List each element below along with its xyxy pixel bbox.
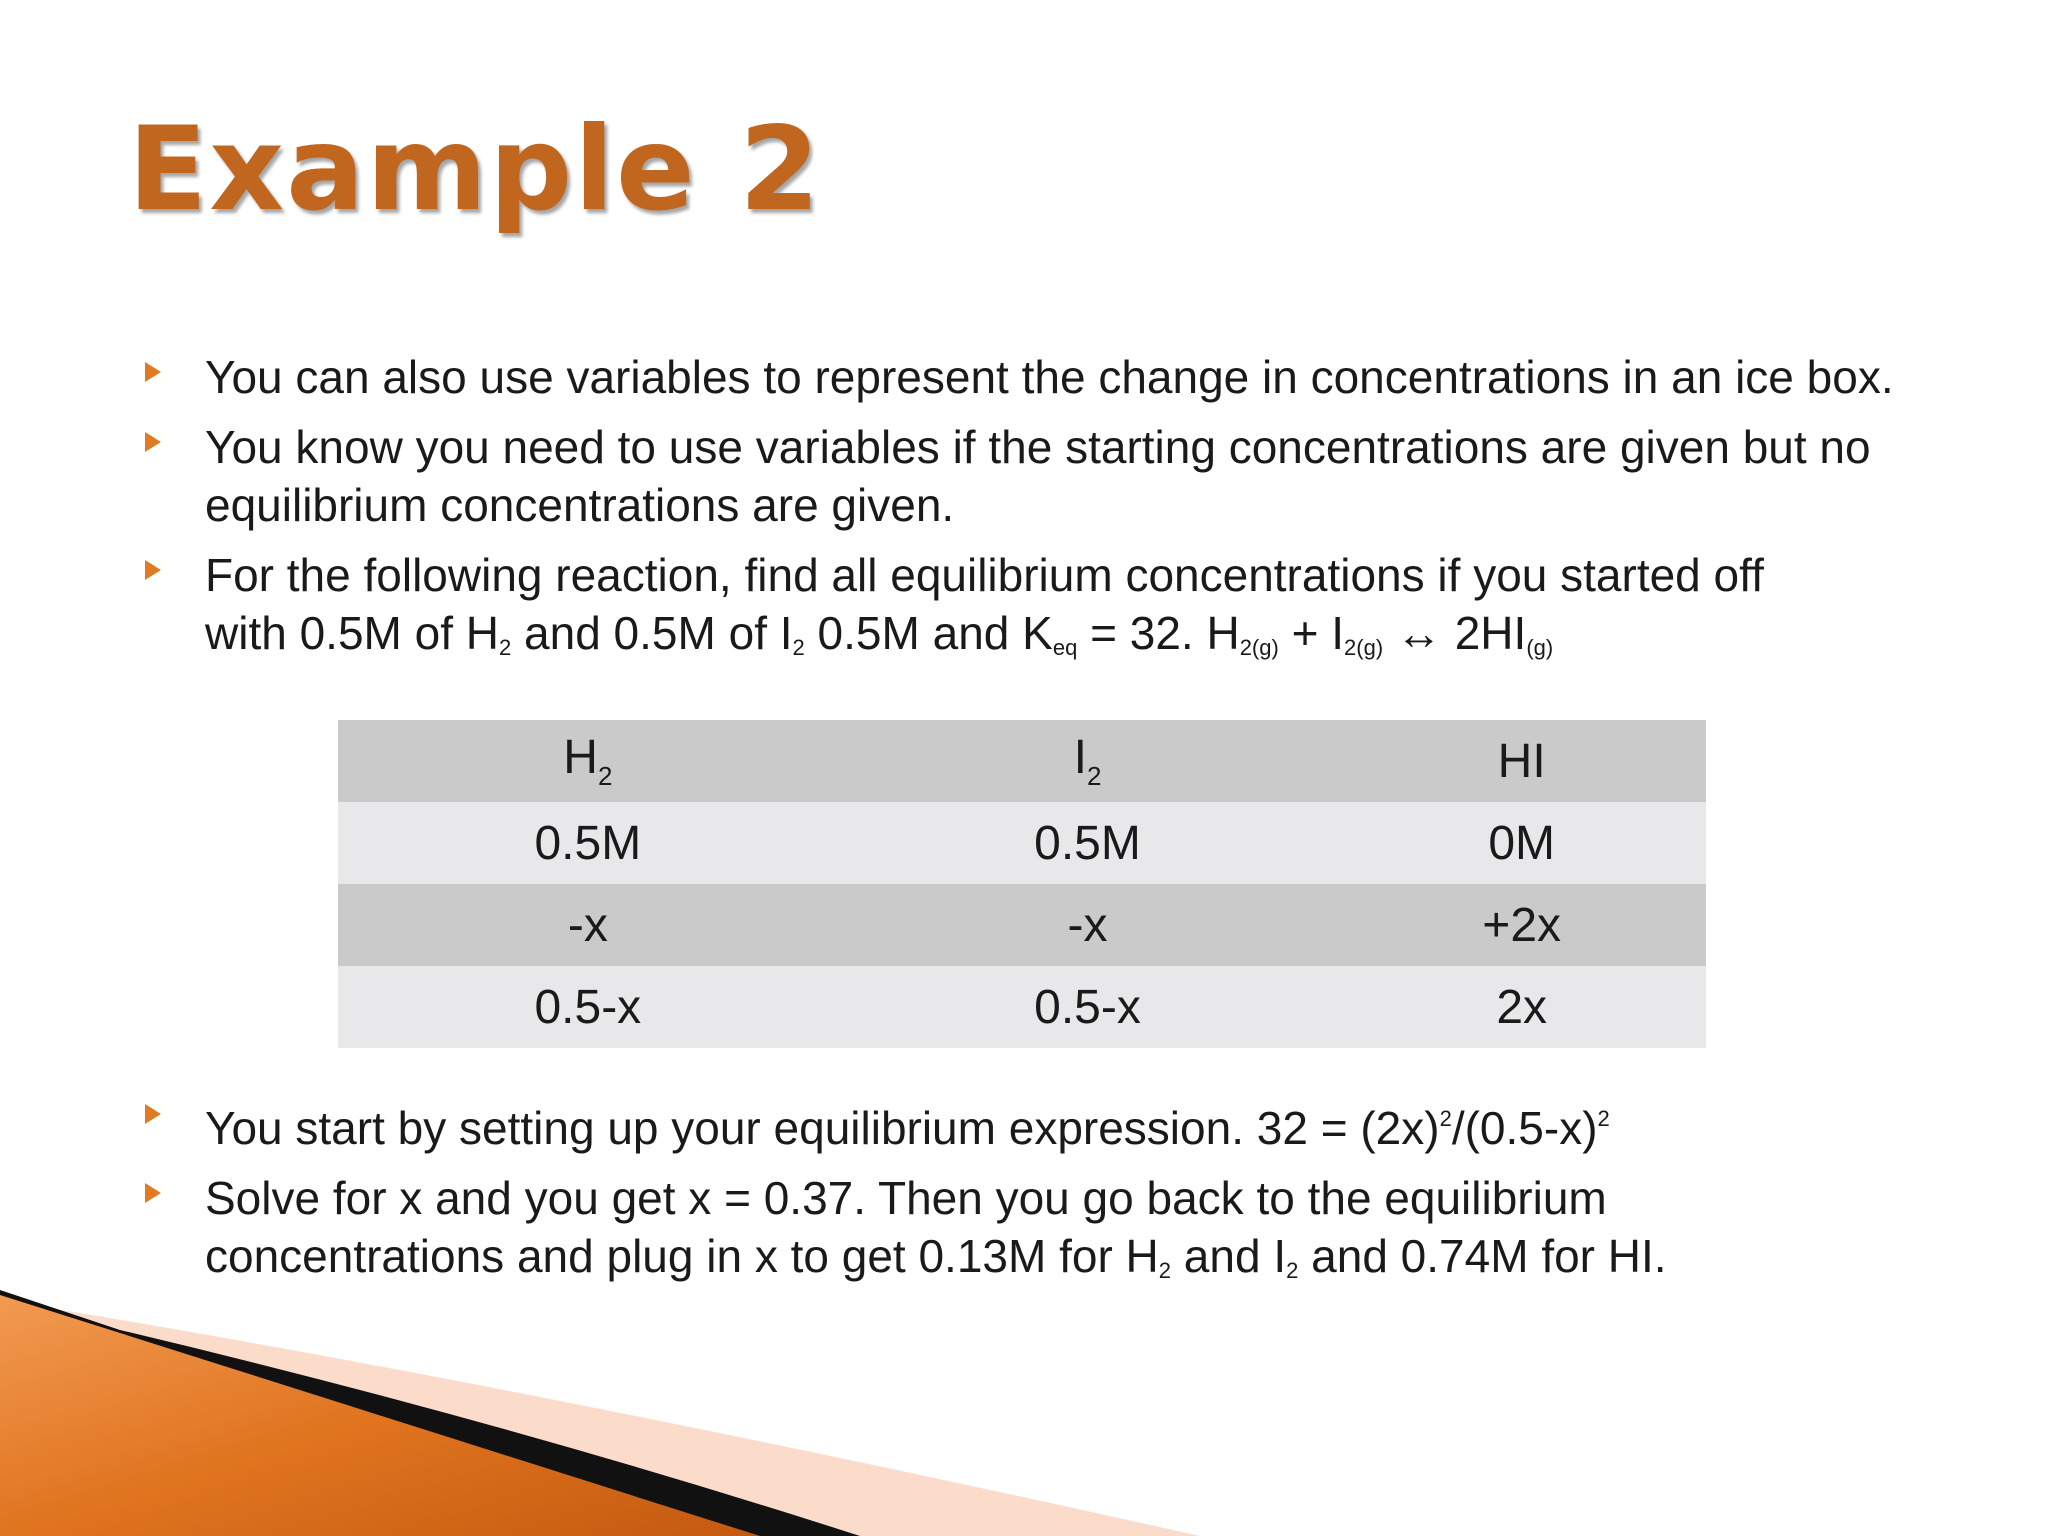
subscript: 2 bbox=[792, 635, 805, 660]
slide-title: Example 2 bbox=[128, 102, 822, 237]
table-cell: +2x bbox=[1337, 884, 1706, 966]
table-cell: 0.5-x bbox=[338, 966, 838, 1048]
table-cell: 0.5M bbox=[338, 802, 838, 884]
species-label: I bbox=[1073, 731, 1087, 784]
superscript: 2 bbox=[1439, 1106, 1452, 1131]
bullet-text: 0.5M and K bbox=[804, 607, 1053, 659]
bullet-text: concentrations and plug in x to get 0.13M for H bbox=[205, 1230, 1159, 1282]
subscript: 2(g) bbox=[1344, 635, 1384, 660]
bullet-text: ↔ 2HI bbox=[1383, 607, 1527, 659]
bullet-text: and 0.5M of I bbox=[511, 607, 793, 659]
wave-orange bbox=[0, 1295, 760, 1536]
subscript: eq bbox=[1052, 635, 1078, 660]
bullet-text: Solve for x and you get x = 0.37. Then you go back to the equilibrium bbox=[205, 1172, 1607, 1224]
species-label: H bbox=[563, 731, 598, 784]
table-cell: -x bbox=[838, 884, 1338, 966]
subscript: 2 bbox=[597, 761, 613, 791]
subscript: (g) bbox=[1526, 635, 1554, 660]
subscript: 2(g) bbox=[1239, 635, 1279, 660]
subscript: 2 bbox=[1286, 1258, 1299, 1283]
table-cell: 2x bbox=[1337, 966, 1706, 1048]
subscript: 2 bbox=[1086, 761, 1102, 791]
table-cell: 0M bbox=[1337, 802, 1706, 884]
bullet-text: /(0.5-x) bbox=[1451, 1102, 1598, 1154]
bullet-text: = 32. H bbox=[1077, 607, 1240, 659]
table-cell: 0.5M bbox=[838, 802, 1338, 884]
bullet-text: For the following reaction, find all equilibrium concentrations if you started off bbox=[205, 549, 1764, 601]
bullet-text: You start by setting up your equilibrium expression. 32 = (2x) bbox=[205, 1102, 1440, 1154]
bullet-text: + I bbox=[1278, 607, 1345, 659]
bullet-text: and 0.74M for HI. bbox=[1298, 1230, 1667, 1282]
table-cell: 0.5-x bbox=[838, 966, 1338, 1048]
table-cell: -x bbox=[338, 884, 838, 966]
superscript: 2 bbox=[1597, 1106, 1610, 1131]
subscript: 2 bbox=[1158, 1258, 1172, 1283]
bullet-text: and I bbox=[1171, 1230, 1287, 1282]
species-label: HI bbox=[1497, 734, 1546, 788]
bullet-text: You know you need to use variables if the starting concentrations are given but no equilibrium concentrations are given. bbox=[205, 421, 1871, 531]
subscript: 2 bbox=[499, 635, 512, 660]
bullet-text: with 0.5M of H bbox=[205, 607, 499, 659]
bullet-text: You can also use variables to represent the change in concentrations in an ice box. bbox=[205, 351, 1894, 403]
